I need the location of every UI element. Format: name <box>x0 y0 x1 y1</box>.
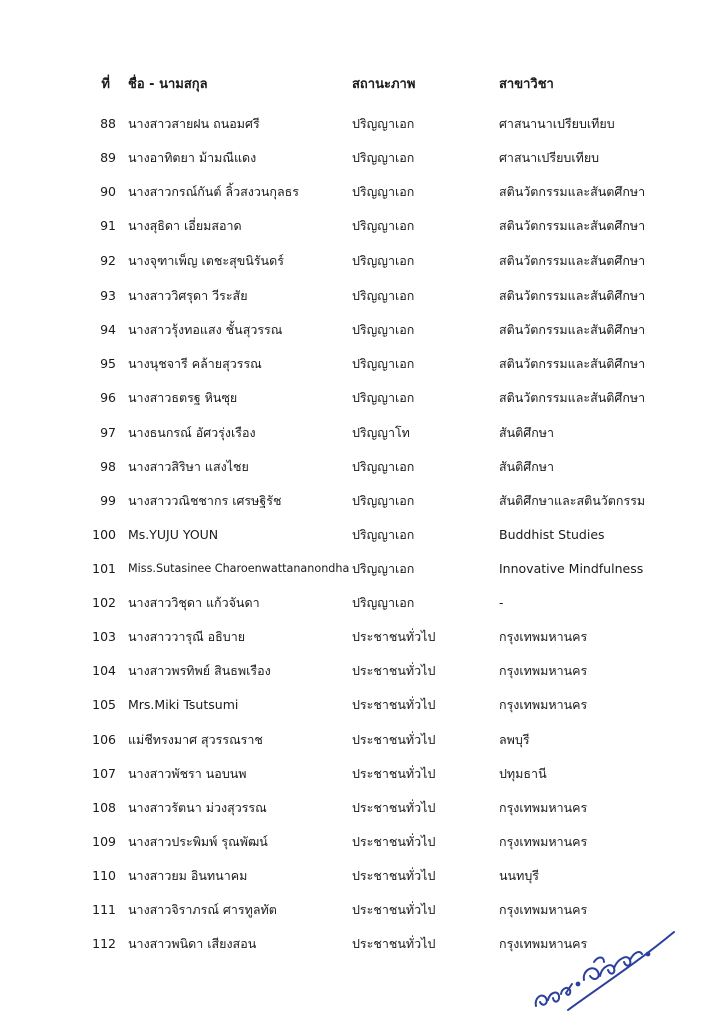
table-row <box>0 284 725 308</box>
row-status: ประชาชนทั่วไป <box>352 868 436 883</box>
row-status: ปริญญาเอก <box>352 356 415 371</box>
row-field: สตินวัตกรรมและสันตศึกษา <box>499 184 646 199</box>
row-number: 100 <box>92 527 116 542</box>
row-field: ปทุมธานี <box>499 766 547 781</box>
row-number: 89 <box>100 150 116 165</box>
row-field: กรุงเทพมหานคร <box>499 697 588 712</box>
row-status: ประชาชนทั่วไป <box>352 766 436 781</box>
row-field: กรุงเทพมหานคร <box>499 800 588 815</box>
row-field: Buddhist Studies <box>499 527 605 542</box>
row-status: ปริญญาเอก <box>352 390 415 405</box>
table-row <box>0 830 725 854</box>
row-name: นางนุชจารี คล้ายสุวรรณ <box>128 356 262 371</box>
row-field: ศาสนาเปรียบเทียบ <box>499 150 600 165</box>
row-name: นางธนกรณ์ อัศวรุ่งเรือง <box>128 425 256 440</box>
header-number: ที่ <box>101 77 110 92</box>
row-number: 110 <box>92 868 116 883</box>
row-name: นางสาววิชุดา แก้วจันดา <box>128 595 260 610</box>
row-name: Ms.YUJU YOUN <box>128 527 219 542</box>
table-row <box>0 591 725 615</box>
row-number: 107 <box>92 766 116 781</box>
row-number: 111 <box>92 902 116 917</box>
row-name: นางสาวพรทิพย์ สินธพเรือง <box>128 663 271 678</box>
row-name: แม่ชีทรงมาศ สุวรรณราช <box>128 732 263 747</box>
row-name: นางสาวพัชรา นอบนพ <box>128 766 247 781</box>
row-status: ประชาชนทั่วไป <box>352 629 436 644</box>
row-number: 88 <box>100 116 116 131</box>
row-number: 109 <box>92 834 116 849</box>
row-status: ปริญญาเอก <box>352 218 415 233</box>
row-name: นางสาวจิราภรณ์ ศารทูลทัต <box>128 902 277 917</box>
row-field: กรุงเทพมหานคร <box>499 663 588 678</box>
row-number: 96 <box>100 390 116 405</box>
header-field: สาขาวิชา <box>499 77 554 92</box>
row-number: 101 <box>92 561 116 576</box>
table-row <box>0 386 725 410</box>
row-field: กรุงเทพมหานคร <box>499 936 588 951</box>
row-name: นางสาวรัตนา ม่วงสุวรรณ <box>128 800 267 815</box>
row-number: 104 <box>92 663 116 678</box>
row-number: 105 <box>92 697 116 712</box>
row-status: ปริญญาเอก <box>352 116 415 131</box>
row-number: 98 <box>100 459 116 474</box>
row-name: นางสาวธตรฐ หินซุย <box>128 390 238 405</box>
row-number: 94 <box>100 322 116 337</box>
row-number: 93 <box>100 288 116 303</box>
row-status: ปริญญาโท <box>352 425 410 440</box>
row-status: ปริญญาเอก <box>352 493 415 508</box>
row-status: ประชาชนทั่วไป <box>352 800 436 815</box>
table-row <box>0 489 725 513</box>
row-number: 90 <box>100 184 116 199</box>
row-number: 102 <box>92 595 116 610</box>
row-status: ประชาชนทั่วไป <box>352 697 436 712</box>
row-field: Innovative Mindfulness <box>499 561 644 576</box>
row-field: สตินวัตกรรมและสันติศึกษา <box>499 288 646 303</box>
row-field: สตินวัตกรรมและสันตศึกษา <box>499 253 646 268</box>
table-row <box>0 864 725 888</box>
row-number: 91 <box>100 218 116 233</box>
row-status: ปริญญาเอก <box>352 184 415 199</box>
table-row <box>0 146 725 170</box>
table-row <box>0 693 725 717</box>
table-row <box>0 421 725 445</box>
row-number: 97 <box>100 425 116 440</box>
row-field: สตินวัตกรรมและสันติศึกษา <box>499 356 646 371</box>
table-row <box>0 214 725 238</box>
row-name: Mrs.Miki Tsutsumi <box>128 697 239 712</box>
row-number: 112 <box>92 936 116 951</box>
row-status: ปริญญาเอก <box>352 527 415 542</box>
row-number: 103 <box>92 629 116 644</box>
handwritten-signature <box>528 918 678 1018</box>
row-name: นางอาทิตยา ม้ามณีแดง <box>128 150 257 165</box>
row-field: สันติศึกษา <box>499 425 555 440</box>
row-field: กรุงเทพมหานคร <box>499 629 588 644</box>
row-name: นางสาวกรณ์กันต์ ลิ้วสงวนกุลธร <box>128 184 299 199</box>
table-row <box>0 557 725 581</box>
row-number: 95 <box>100 356 116 371</box>
row-status: ปริญญาเอก <box>352 322 415 337</box>
row-field: - <box>499 595 504 610</box>
table-row <box>0 318 725 342</box>
row-number: 99 <box>100 493 116 508</box>
row-field: กรุงเทพมหานคร <box>499 834 588 849</box>
table-row <box>0 625 725 649</box>
table-row <box>0 762 725 786</box>
row-name: นางสาวประพิมพ์ รุณพัฒน์ <box>128 834 268 849</box>
row-field: กรุงเทพมหานคร <box>499 902 588 917</box>
row-name: นางสาววารุณี อธิบาย <box>128 629 246 644</box>
header-status: สถานะภาพ <box>352 77 416 92</box>
row-status: ปริญญาเอก <box>352 150 415 165</box>
row-status: ประชาชนทั่วไป <box>352 732 436 747</box>
row-name: นางสาววณิชชากร เศรษฐิรัช <box>128 493 282 508</box>
row-status: ปริญญาเอก <box>352 288 415 303</box>
table-row <box>0 352 725 376</box>
row-field: สตินวัตกรรมและสันตศึกษา <box>499 218 646 233</box>
header-name: ชื่อ - นามสกุล <box>128 77 208 92</box>
table-row <box>0 523 725 547</box>
table-row <box>0 249 725 273</box>
row-field: สตินวัตกรรมและสันติศึกษา <box>499 322 646 337</box>
row-field: นนทบุรี <box>499 868 539 883</box>
row-number: 108 <box>92 800 116 815</box>
row-name: นางสาววิศรุดา วีระสัย <box>128 288 248 303</box>
row-status: ปริญญาเอก <box>352 253 415 268</box>
row-name: นางสุธิดา เอี่ยมสอาด <box>128 218 242 233</box>
row-number: 106 <box>92 732 116 747</box>
table-row <box>0 112 725 136</box>
row-number: 92 <box>100 253 116 268</box>
row-name: นางสาวรุ้งทอแสง ชั้นสุวรรณ <box>128 322 283 337</box>
table-row <box>0 455 725 479</box>
row-field: สตินวัตกรรมและสันติศึกษา <box>499 390 646 405</box>
table-row <box>0 728 725 752</box>
row-name: นางสาวพนิดา เสียงสอน <box>128 936 257 951</box>
row-field: สันติศึกษาและสตินวัตกรรม <box>499 493 646 508</box>
table-header <box>0 73 725 97</box>
row-status: ปริญญาเอก <box>352 595 415 610</box>
row-name: นางสาวสิริษา แสงไชย <box>128 459 249 474</box>
row-field: ลพบุรี <box>499 732 530 747</box>
table-row <box>0 659 725 683</box>
row-field: สันติศึกษา <box>499 459 555 474</box>
table-row <box>0 796 725 820</box>
row-status: ประชาชนทั่วไป <box>352 936 436 951</box>
row-name: Miss.Sutasinee Charoenwattananondha <box>128 562 350 575</box>
row-status: ปริญญาเอก <box>352 561 415 576</box>
row-status: ประชาชนทั่วไป <box>352 663 436 678</box>
row-status: ประชาชนทั่วไป <box>352 902 436 917</box>
table-row <box>0 180 725 204</box>
row-name: นางสาวยม อินทนาคม <box>128 868 248 883</box>
row-name: นางสาวสายฝน ถนอมศรี <box>128 116 260 131</box>
row-status: ปริญญาเอก <box>352 459 415 474</box>
row-status: ประชาชนทั่วไป <box>352 834 436 849</box>
row-name: นางจุฑาเพ็ญ เตชะสุขนิรันดร์ <box>128 253 284 268</box>
row-field: ศาสนานาเปรียบเทียบ <box>499 116 615 131</box>
